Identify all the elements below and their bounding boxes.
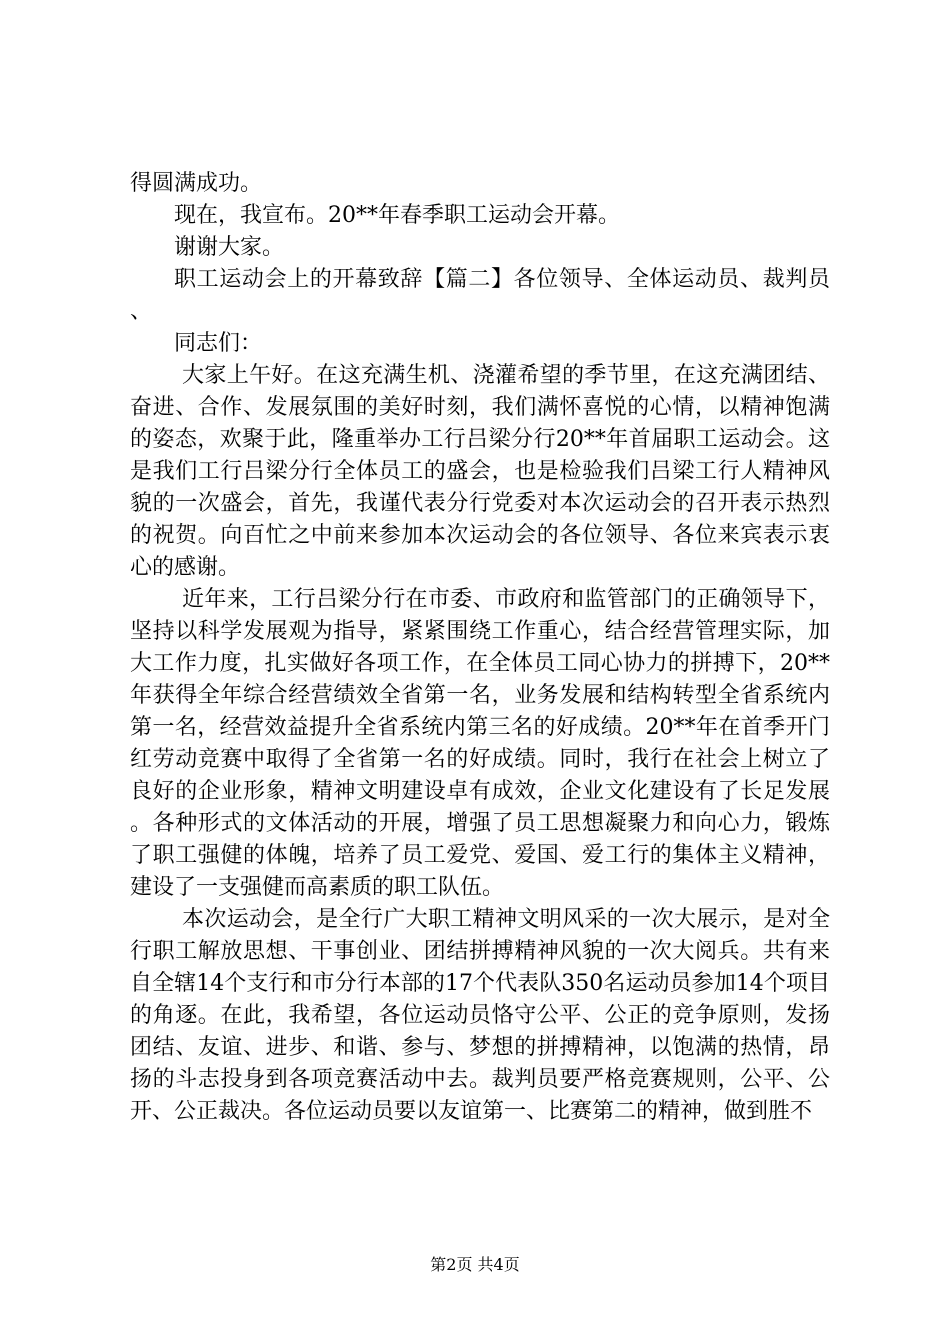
paragraph-achievements: 近年来，工行吕梁分行在市委、市政府和监管部门的正确领导下，坚持以科学发展观为指导，紧紧围绕工作重心，结合经营管理实际，加大工作力度，扎实做好各项工作，在全体员工同心协力的拼搏下，20**年获得全年综合经营绩效全省第一名，业务发展和结构转型全省系统内第一名，经营效益提升全省系统内第三名的好成绩。20**年在首季开门红劳动竞赛中取得了全省第一名的好成绩。同时，我行在社会上树立了良好的企业形象，精神文明建设卓有成效，企业文化建设有了长足发展。各种形式的文体活动的开展，增强了员工思想凝聚力和向心力，锻炼了职工强健的体魄，培养了员工爱党、爱国、爱工行的集体主义精神，建设了一支强健而高素质的职工队伍。 bbox=[130, 587, 830, 900]
paragraph-thanks: 谢谢大家。 bbox=[174, 235, 285, 260]
paragraph-opening-declaration: 现在，我宣布。20**年春季职工运动会开幕。 bbox=[174, 203, 620, 228]
page-number-footer: 第2页 共4页 bbox=[430, 1255, 520, 1274]
paragraph-continuation: 得圆满成功。 bbox=[130, 171, 263, 196]
paragraph-games-overview: 本次运动会，是全行广大职工精神文明风采的一次大展示，是对全行职工解放思想、干事创业、团结拼搏精神风貌的一次大阅兵。共有来自全辖14个支行和市分行本部的17个代表队350名运动员参加14个项目的角逐。在此，我希望，各位运动员恪守公平、公正的竞争原则，发扬团结、友谊、进步、和谐、参与、梦想的拼搏精神，以饱满的热情，昂扬的斗志投身到各项竞赛活动中去。裁判员要严格竞赛规则，公平、公开、公正裁决。各位运动员要以友谊第一、比赛第二的精神，做到胜不 bbox=[130, 907, 830, 1124]
paragraph-greeting: 大家上午好。在这充满生机、浇灌希望的季节里，在这充满团结、奋进、合作、发展氛围的美好时刻，我们满怀喜悦的心情，以精神饱满的姿态，欢聚于此，隆重举办工行吕梁分行20**年首届职工运动会。这是我们工行吕梁分行全体员工的盛会，也是检验我们吕梁工行人精神风貌的一次盛会，首先，我谨代表分行党委对本次运动会的召开表示热烈的祝贺。向百忙之中前来参加本次运动会的各位领导、各位来宾表示衷心的感谢。 bbox=[130, 363, 830, 580]
paragraph-salutation: 同志们： bbox=[174, 331, 263, 356]
paragraph-section-heading: 职工运动会上的开幕致辞【篇二】各位领导、全体运动员、裁判员、 bbox=[130, 267, 830, 324]
document-body bbox=[130, 168, 830, 1128]
